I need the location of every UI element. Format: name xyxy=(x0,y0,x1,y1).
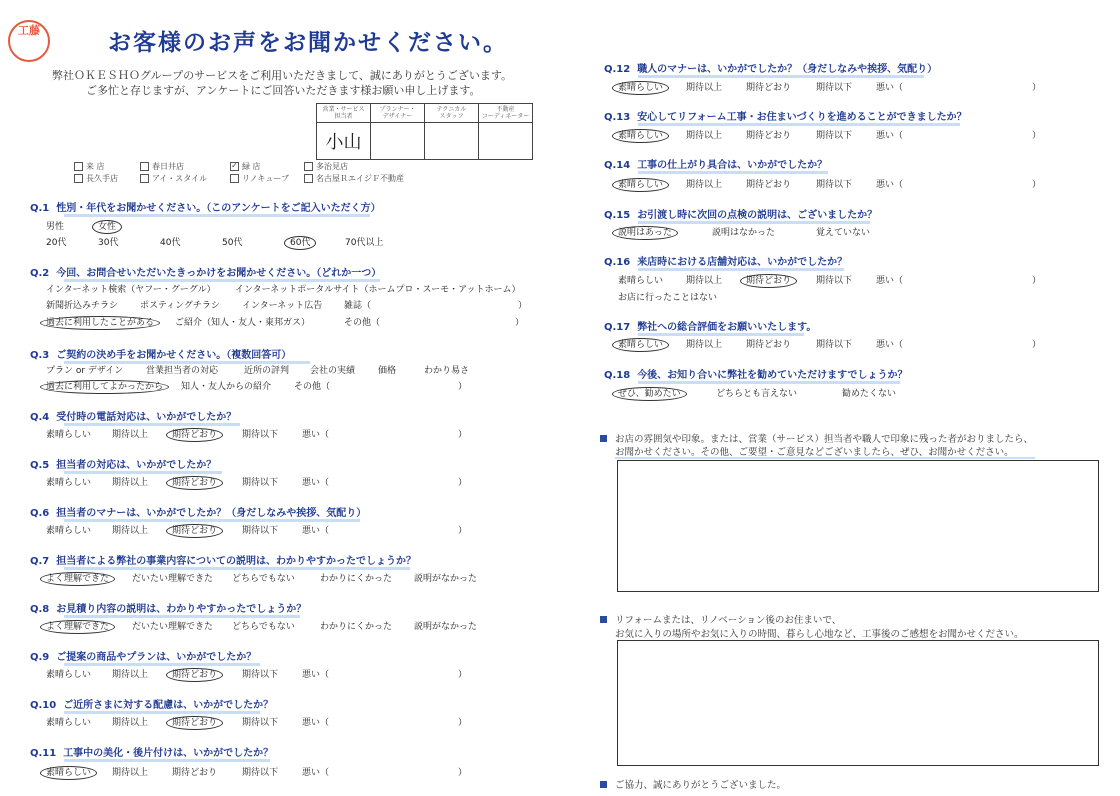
q6-option-above[interactable]: 期待以上 xyxy=(112,526,149,536)
q1-age-40[interactable]: 40代 xyxy=(160,238,181,248)
q16-bad-close: ） xyxy=(1032,276,1042,286)
store-checkbox-renocube[interactable]: リノキューブ xyxy=(230,173,289,184)
q12-option-above[interactable]: 期待以上 xyxy=(686,83,723,93)
q4-option-above[interactable]: 期待以上 xyxy=(112,430,149,440)
q17-heading: Q.17 弊社への総合評価をお願いいたします。 xyxy=(604,318,804,333)
q15-heading: Q.15 お引渡し時に次回の点検の説明は、ございましたか？ xyxy=(604,206,870,221)
q1-option-female[interactable]: 女性 xyxy=(98,219,122,232)
staff-header-sales: 営業・サービス 担当者 xyxy=(317,104,371,123)
q2-option-magazine[interactable]: 雑誌（ xyxy=(344,301,372,311)
q13-option-below[interactable]: 期待以下 xyxy=(816,131,853,141)
q6-option-excellent[interactable]: 素晴らしい xyxy=(46,526,92,536)
comment2-label-1: リフォームまたは、リノベーション後のお住まいで、 xyxy=(600,612,841,626)
bullet-square-icon xyxy=(600,435,607,442)
q2-option-portal[interactable]: インターネットポータルサイト（ホームプロ・スーモ・アットホーム） xyxy=(235,285,521,295)
q13-bad-close: ） xyxy=(1032,131,1042,141)
q4-option-below[interactable]: 期待以下 xyxy=(242,430,279,440)
q8-option-understood[interactable]: よく理解できた xyxy=(46,619,115,632)
q12-bad-close: ） xyxy=(1032,83,1042,93)
q18-option-no[interactable]: 勧めたくない xyxy=(842,389,897,399)
q4-bad-close: ） xyxy=(458,430,468,440)
q8-option-none[interactable]: 説明がなかった xyxy=(414,622,478,632)
q16-option-never-visited[interactable]: お店に行ったことはない xyxy=(618,293,718,303)
q9-option-excellent[interactable]: 素晴らしい xyxy=(46,670,92,680)
q2-option-netad[interactable]: インターネット広告 xyxy=(242,301,323,311)
staff-name-realestate[interactable] xyxy=(479,123,533,160)
q13-option-expected[interactable]: 期待どおり xyxy=(746,131,792,141)
q9-option-bad[interactable]: 悪い（ xyxy=(302,670,330,680)
q2-heading: Q.2 今回、お問合せいただいたきっかけをお聞かせください。（どれか一つ） xyxy=(30,264,380,279)
q17-bad-close: ） xyxy=(1032,340,1042,350)
q18-heading: Q.18 今後、お知り合いに弊社を勧めていただけますでしょうか？ xyxy=(604,366,900,381)
q2-option-past[interactable]: 過去に利用したことがある xyxy=(46,315,160,328)
q9-bad-close: ） xyxy=(458,670,468,680)
q1-age-20[interactable]: 20代 xyxy=(46,238,67,248)
q16-option-below[interactable]: 期待以下 xyxy=(816,276,853,286)
q6-heading: Q.6 担当者のマナーは、いかがでしたか？（身だしなみや挨拶、気配り） xyxy=(30,504,360,519)
q14-option-expected[interactable]: 期待どおり xyxy=(746,180,792,190)
q9-option-expected[interactable]: 期待どおり xyxy=(172,667,223,680)
q9-option-below[interactable]: 期待以下 xyxy=(242,670,279,680)
intro-line-1: 弊社ＯＫＥＳＨＯグループのサービスをご利用いただきまして、誠にありがとうございます。 xyxy=(52,69,513,82)
q7-option-mostly[interactable]: だいたい理解できた xyxy=(132,574,214,584)
q9-heading: Q.9 ご提案の商品やプランは、いかがでしたか？ xyxy=(30,648,260,663)
thanks-message: ご協力、誠にありがとうございました。 xyxy=(600,777,786,791)
q7-option-none[interactable]: 説明がなかった xyxy=(414,574,478,584)
store-checkbox-raiten[interactable]: 来 店 xyxy=(74,161,105,172)
q18-option-neutral[interactable]: どちらとも言えない xyxy=(716,389,798,399)
q3-option-referral[interactable]: 知人・友人からの紹介 xyxy=(181,382,272,392)
q17-option-bad[interactable]: 悪い（ xyxy=(876,340,904,350)
q16-option-expected[interactable]: 期待どおり xyxy=(746,273,797,286)
q17-option-excellent[interactable]: 素晴らしい xyxy=(618,337,669,350)
q14-option-excellent[interactable]: 素晴らしい xyxy=(618,177,669,190)
q7-heading: Q.7 担当者による弊社の事業内容についての説明は、わかりやすかったでしょうか？ xyxy=(30,552,410,567)
bullet-square-icon xyxy=(600,616,607,623)
q8-heading: Q.8 お見積り内容の説明は、わかりやすかったでしょうか？ xyxy=(30,600,300,615)
comment1-label-2: お聞かせください。その他、ご要望・ご意見などございましたら、ぜひ、お聞かせください。 xyxy=(615,447,1014,458)
staff-name-technical[interactable] xyxy=(425,123,479,160)
staff-name-sales[interactable]: 小山 xyxy=(317,123,371,160)
q13-heading: Q.13 安心してリフォーム工事・お住まいづくりを進めることができましたか？ xyxy=(604,108,960,123)
store-checkbox-midori[interactable]: ✓ 緑 店 xyxy=(231,161,261,171)
q14-option-above[interactable]: 期待以上 xyxy=(686,180,723,190)
q5-option-above[interactable]: 期待以上 xyxy=(112,478,149,488)
q5-option-below[interactable]: 期待以下 xyxy=(242,478,279,488)
q1-heading: Q.1 性別・年代をお聞かせください。（このアンケートをご記入いただく方） xyxy=(30,199,370,214)
q11-heading: Q.11 工事中の美化・後片付けは、いかがでしたか？ xyxy=(30,744,270,759)
comment1-textarea[interactable] xyxy=(617,460,1099,592)
q6-option-bad[interactable]: 悪い（ xyxy=(302,526,330,536)
q11-option-below[interactable]: 期待以下 xyxy=(242,768,279,778)
q4-option-expected[interactable]: 期待どおり xyxy=(172,427,223,440)
q3-option-clarity[interactable]: わかり易さ xyxy=(424,366,470,376)
q14-option-bad[interactable]: 悪い（ xyxy=(876,180,904,190)
q16-option-excellent[interactable]: 素晴らしい xyxy=(618,276,664,286)
staff-name-planner[interactable] xyxy=(371,123,425,160)
q4-heading: Q.4 受付時の電話対応は、いかがでしたか？ xyxy=(30,408,240,423)
q17-option-expected[interactable]: 期待どおり xyxy=(746,340,792,350)
q3-option-plan[interactable]: プラン or デザイン xyxy=(46,366,124,376)
q10-heading: Q.10 ご近所さまに対する配慮は、いかがでしたか？ xyxy=(30,696,260,711)
q11-option-bad[interactable]: 悪い（ xyxy=(302,768,330,778)
staff-header-realestate: 不動産 コーディネーター xyxy=(479,104,533,123)
q6-option-below[interactable]: 期待以下 xyxy=(242,526,279,536)
q10-option-excellent[interactable]: 素晴らしい xyxy=(46,718,92,728)
q11-bad-close: ） xyxy=(458,768,468,778)
comment1-underline xyxy=(615,457,1035,459)
q1-age-30[interactable]: 30代 xyxy=(98,238,119,248)
q2-other-close: ） xyxy=(515,318,525,328)
q1-age-60[interactable]: 60代 xyxy=(290,235,316,248)
q15-option-no[interactable]: 説明はなかった xyxy=(712,228,776,238)
staff-header-planner: プランナー・ デザイナー xyxy=(371,104,425,123)
store-checkbox-nagoya[interactable]: 名古屋ＲエイジＦ不動産 xyxy=(304,173,404,184)
q8-option-neutral[interactable]: どちらでもない xyxy=(232,622,295,632)
q17-option-below[interactable]: 期待以下 xyxy=(816,340,853,350)
comment2-label-2: お気に入りの場所やお気に入りの時間、暮らし心地など、工事後のご感想をお聞かせください。 xyxy=(615,629,1024,640)
q10-option-above[interactable]: 期待以上 xyxy=(112,718,149,728)
q16-option-bad[interactable]: 悪い（ xyxy=(876,276,904,286)
q11-option-above[interactable]: 期待以上 xyxy=(112,768,149,778)
q9-option-above[interactable]: 期待以上 xyxy=(112,670,149,680)
q3-option-reputation[interactable]: 近所の評判 xyxy=(244,366,290,376)
q2-option-search[interactable]: インターネット検索（ヤフー・グーグル） xyxy=(46,285,216,295)
q14-heading: Q.14 工事の仕上がり具合は、いかがでしたか？ xyxy=(604,156,828,171)
comment2-textarea[interactable] xyxy=(617,640,1099,766)
seal-stamp: 工藤 xyxy=(8,20,50,62)
store-checkbox-kasugai[interactable]: 春日井店 xyxy=(140,161,184,172)
q13-option-excellent[interactable]: 素晴らしい xyxy=(618,128,669,141)
q7-option-unclear[interactable]: わかりにくかった xyxy=(320,574,393,584)
q12-option-bad[interactable]: 悪い（ xyxy=(876,83,904,93)
intro-line-2: ご多忙と存じますが、アンケートにご回答いただきます様お願い申し上げます。 xyxy=(86,84,481,97)
q12-option-expected[interactable]: 期待どおり xyxy=(746,83,792,93)
q2-magazine-close: ） xyxy=(518,301,528,311)
staff-table xyxy=(316,103,533,160)
q16-heading: Q.16 来店時における店舗対応は、いかがでしたか？ xyxy=(604,253,844,268)
q2-option-other[interactable]: その他（ xyxy=(344,318,381,328)
q5-option-bad[interactable]: 悪い（ xyxy=(302,478,330,488)
q6-bad-close: ） xyxy=(458,526,468,536)
q7-option-understood[interactable]: よく理解できた xyxy=(46,571,115,584)
q3-option-record[interactable]: 会社の実績 xyxy=(310,366,356,376)
q3-option-staff[interactable]: 営業担当者の対応 xyxy=(146,366,219,376)
q2-option-referral[interactable]: ご紹介（知人・友人・東邦ガス） xyxy=(175,318,311,328)
q10-option-bad[interactable]: 悪い（ xyxy=(302,718,330,728)
q14-option-below[interactable]: 期待以下 xyxy=(816,180,853,190)
q1-age-70[interactable]: 70代以上 xyxy=(345,238,384,248)
q15-option-yes[interactable]: 説明はあった xyxy=(618,225,678,238)
q16-option-above[interactable]: 期待以上 xyxy=(686,276,723,286)
q2-option-posting[interactable]: ポスティングチラシ xyxy=(140,301,220,311)
q1-age-50[interactable]: 50代 xyxy=(222,238,243,248)
q6-option-expected[interactable]: 期待どおり xyxy=(172,523,223,536)
q13-option-bad[interactable]: 悪い（ xyxy=(876,131,904,141)
q18-option-definitely[interactable]: ぜひ、勧めたい xyxy=(618,386,687,399)
q12-option-excellent[interactable]: 素晴らしい xyxy=(618,80,669,93)
q7-option-neutral[interactable]: どちらでもない xyxy=(232,574,295,584)
q5-heading: Q.5 担当者の対応は、いかがでしたか？ xyxy=(30,456,222,471)
staff-header-technical: テクニカル スタッフ xyxy=(425,104,479,123)
page-title: お客様のお声をお聞かせください。 xyxy=(108,30,508,56)
q15-option-dontremember[interactable]: 覚えていない xyxy=(816,228,871,238)
bullet-square-icon xyxy=(600,781,607,788)
q3-heading: Q.3 ご契約の決め手をお聞かせください。（複数回答可） xyxy=(30,346,310,361)
q17-option-above[interactable]: 期待以上 xyxy=(686,340,723,350)
q10-option-below[interactable]: 期待以下 xyxy=(242,718,279,728)
q3-option-other[interactable]: その他（ xyxy=(294,382,331,392)
q1-option-male[interactable]: 男性 xyxy=(46,222,65,232)
q4-option-bad[interactable]: 悪い（ xyxy=(302,430,330,440)
q4-option-excellent[interactable]: 素晴らしい xyxy=(46,430,92,440)
store-checkbox-tajimi[interactable]: 多治見店 xyxy=(304,161,348,172)
q2-option-newspaper[interactable]: 新聞折込みチラシ xyxy=(46,301,119,311)
q13-option-above[interactable]: 期待以上 xyxy=(686,131,723,141)
q10-option-expected[interactable]: 期待どおり xyxy=(172,715,223,728)
q8-option-mostly[interactable]: だいたい理解できた xyxy=(132,622,214,632)
q5-option-expected[interactable]: 期待どおり xyxy=(172,475,223,488)
q12-option-below[interactable]: 期待以下 xyxy=(816,83,853,93)
q11-option-excellent[interactable]: 素晴らしい xyxy=(46,765,97,778)
q10-bad-close: ） xyxy=(458,718,468,728)
q8-option-unclear[interactable]: わかりにくかった xyxy=(320,622,393,632)
q5-option-excellent[interactable]: 素晴らしい xyxy=(46,478,92,488)
q12-heading: Q.12 職人のマナーは、いかがでしたか？（身だしなみや挨拶、気配り） xyxy=(604,60,924,75)
q3-option-price[interactable]: 価格 xyxy=(378,366,397,376)
q5-bad-close: ） xyxy=(458,478,468,488)
store-checkbox-istyle[interactable]: アイ・スタイル xyxy=(140,173,207,184)
q3-option-past[interactable]: 過去に利用してよかったから xyxy=(46,379,169,392)
q14-bad-close: ） xyxy=(1032,180,1042,190)
q3-other-close: ） xyxy=(458,382,468,392)
comment1-label-1: お店の雰囲気や印象。または、営業（サービス）担当者や職人で印象に残った者がおりましたら、 xyxy=(600,431,1033,445)
q11-option-expected[interactable]: 期待どおり xyxy=(172,768,218,778)
store-checkbox-nagakute[interactable]: 長久手店 xyxy=(74,173,118,184)
